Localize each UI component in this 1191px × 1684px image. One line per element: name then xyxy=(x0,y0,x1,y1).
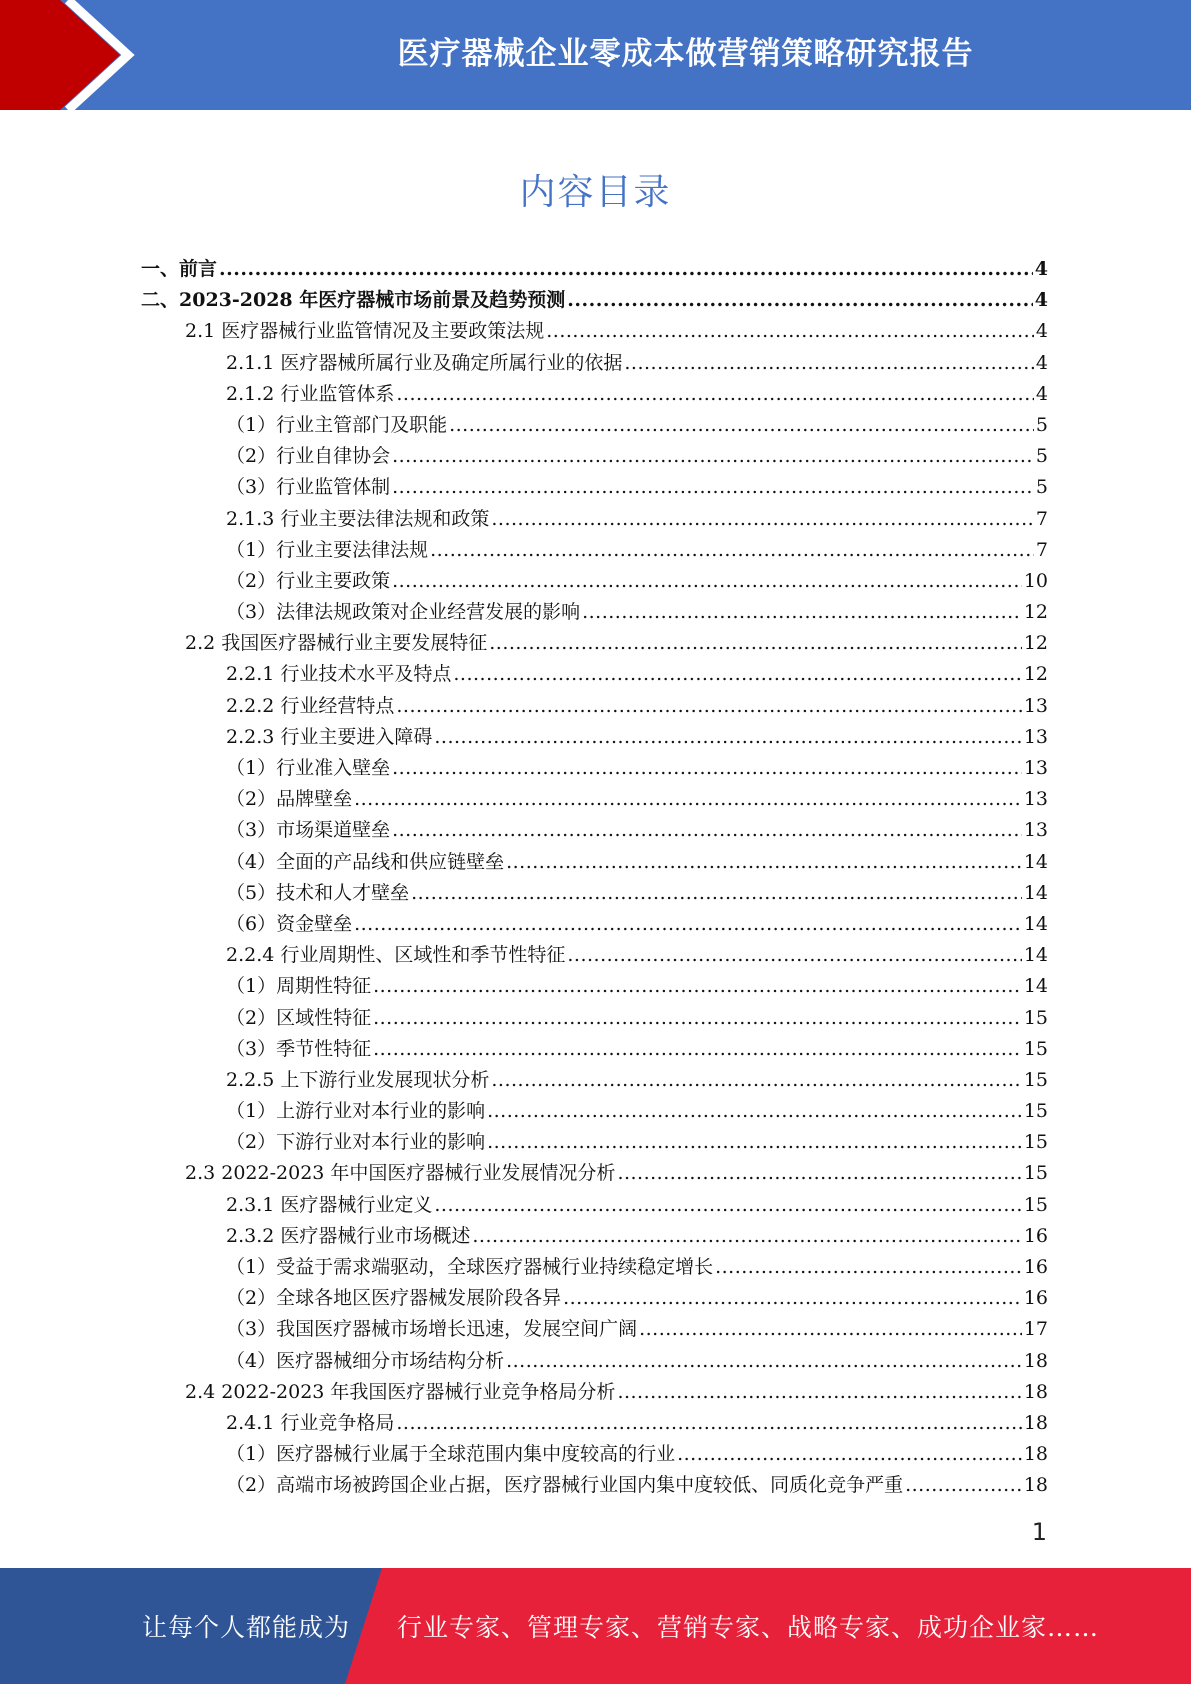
toc-entry-page: 13 xyxy=(1023,819,1048,842)
toc-dot-leader xyxy=(392,753,1022,784)
toc-entry[interactable] xyxy=(141,535,1048,566)
toc-entry[interactable] xyxy=(141,815,1048,846)
footer-slogan-right: 行业专家、管理专家、营销专家、战略专家、成功企业家…… xyxy=(397,1613,1100,1642)
toc-entry[interactable] xyxy=(141,1221,1048,1252)
toc-dot-leader xyxy=(453,659,1021,690)
toc-dot-leader xyxy=(434,1190,1021,1221)
toc-dot-leader xyxy=(491,1065,1021,1096)
toc-dot-leader xyxy=(472,1221,1021,1252)
toc-entry-page: 15 xyxy=(1023,1162,1048,1185)
toc-dot-leader xyxy=(373,1034,1022,1065)
toc-dot-leader xyxy=(487,1096,1022,1127)
toc-entry[interactable] xyxy=(141,628,1048,659)
toc-entry-page: 14 xyxy=(1023,912,1048,935)
toc-dot-leader xyxy=(396,1408,1021,1439)
toc-entry[interactable] xyxy=(141,1408,1048,1439)
toc-entry[interactable] xyxy=(141,1158,1048,1189)
toc-dot-leader xyxy=(567,940,1021,971)
toc-entry-page: 18 xyxy=(1023,1443,1048,1466)
toc-heading: 内容目录 xyxy=(519,172,672,213)
toc-entry-label: （1）行业主要法律法规 xyxy=(226,538,429,561)
toc-entry-label: 2.2.4 行业周期性、区域性和季节性特征 xyxy=(226,944,566,967)
toc-entry[interactable] xyxy=(141,1283,1048,1314)
page-header xyxy=(0,0,1191,110)
toc-entry-page: 14 xyxy=(1023,975,1048,998)
toc-entry[interactable] xyxy=(141,1127,1048,1158)
toc-entry-label: （2）下游行业对本行业的影响 xyxy=(226,1131,486,1154)
toc-entry-page: 4 xyxy=(1035,351,1048,374)
toc-entry-page: 18 xyxy=(1023,1474,1048,1497)
toc-entry-label: 2.3 2022-2023 年中国医疗器械行业发展情况分析 xyxy=(185,1162,616,1185)
toc-entry-page: 5 xyxy=(1035,445,1048,468)
toc-entry[interactable] xyxy=(141,753,1048,784)
toc-entry-label: （1）周期性特征 xyxy=(226,975,372,998)
toc-entry-label: （1）行业主管部门及职能 xyxy=(226,413,448,436)
toc-entry-label: 2.3.2 医疗器械行业市场概述 xyxy=(226,1224,471,1247)
toc-entry-page: 15 xyxy=(1023,1193,1048,1216)
toc-entry-label: 2.2.3 行业主要进入障碍 xyxy=(226,725,433,748)
toc-entry-page: 5 xyxy=(1035,476,1048,499)
toc-entry-page: 17 xyxy=(1023,1318,1048,1341)
toc-entry-page: 13 xyxy=(1023,788,1048,811)
toc-entry-page: 4 xyxy=(1035,320,1048,343)
toc-entry-label: 2.1.3 行业主要法律法规和政策 xyxy=(226,507,490,530)
toc-dot-leader xyxy=(546,316,1034,347)
toc-dot-leader xyxy=(506,847,1022,878)
toc-dot-leader xyxy=(563,1283,1022,1314)
page-number: 1 xyxy=(1031,1518,1047,1546)
toc-entry-page: 10 xyxy=(1023,569,1048,592)
chevron-red-shape xyxy=(0,0,120,110)
toc-entry-page: 15 xyxy=(1023,1006,1048,1029)
toc-entry-label: （2）品牌壁垒 xyxy=(226,788,353,811)
toc-dot-leader xyxy=(582,597,1022,628)
toc-entry-label: 2.3.1 医疗器械行业定义 xyxy=(226,1193,433,1216)
toc-entry[interactable] xyxy=(141,722,1048,753)
toc-dot-leader xyxy=(392,441,1034,472)
toc-dot-leader xyxy=(392,815,1022,846)
table-of-contents xyxy=(141,254,1048,1502)
toc-entry-label: （3）市场渠道壁垒 xyxy=(226,819,391,842)
toc-dot-leader xyxy=(219,254,1033,285)
toc-dot-leader xyxy=(567,285,1033,316)
toc-dot-leader xyxy=(506,1346,1022,1377)
toc-entry[interactable] xyxy=(141,597,1048,628)
toc-dot-leader xyxy=(677,1439,1022,1470)
toc-entry[interactable] xyxy=(141,1003,1048,1034)
toc-entry-label: （3）季节性特征 xyxy=(226,1037,372,1060)
chevron-arrow-icon xyxy=(0,0,160,110)
toc-entry[interactable] xyxy=(141,1034,1048,1065)
toc-entry-label: （5）技术和人才壁垒 xyxy=(226,881,410,904)
toc-entry[interactable] xyxy=(141,504,1048,535)
toc-entry-label: （3）行业监管体制 xyxy=(226,476,391,499)
toc-entry-page: 12 xyxy=(1023,663,1048,686)
toc-entry-label: （4）医疗器械细分市场结构分析 xyxy=(226,1349,505,1372)
toc-entry-page: 16 xyxy=(1023,1256,1048,1278)
toc-entry[interactable] xyxy=(141,1190,1048,1221)
toc-entry-page: 4 xyxy=(1034,258,1048,280)
toc-entry-page: 14 xyxy=(1023,944,1048,967)
toc-entry-label: （2）行业自律协会 xyxy=(226,445,391,468)
toc-dot-leader xyxy=(411,878,1022,909)
toc-entry-label: （2）区域性特征 xyxy=(226,1006,372,1029)
toc-entry-page: 12 xyxy=(1023,632,1048,655)
toc-dot-leader xyxy=(396,691,1021,722)
toc-entry-page: 18 xyxy=(1023,1411,1048,1434)
toc-entry-page: 15 xyxy=(1023,1131,1048,1154)
toc-entry-label: （3）我国医疗器械市场增长迅速，发展空间广阔 xyxy=(226,1318,638,1341)
toc-entry[interactable] xyxy=(141,285,1048,316)
toc-entry-label: （4）全面的产品线和供应链壁垒 xyxy=(226,850,505,873)
toc-entry-page: 15 xyxy=(1023,1037,1048,1060)
toc-entry-label: （1）医疗器械行业属于全球范围内集中度较高的行业 xyxy=(226,1443,676,1466)
toc-entry-label: （3）法律法规政策对企业经营发展的影响 xyxy=(226,601,581,624)
toc-entry-page: 16 xyxy=(1023,1224,1048,1247)
toc-entry[interactable] xyxy=(141,1377,1048,1408)
footer-slogan-left: 让每个人都能成为 xyxy=(142,1613,351,1642)
toc-dot-leader xyxy=(396,379,1034,410)
toc-entry-page: 13 xyxy=(1023,725,1048,748)
toc-entry-label: 一、前言 xyxy=(141,258,218,280)
toc-entry-label: 二、2023-2028 年医疗器械市场前景及趋势预测 xyxy=(141,289,566,312)
toc-entry-label: （2）高端市场被跨国企业占据，医疗器械行业国内集中度较低、同质化竞争严重 xyxy=(226,1474,904,1497)
toc-entry[interactable] xyxy=(141,254,1048,285)
toc-dot-leader xyxy=(624,348,1034,379)
toc-entry-page: 12 xyxy=(1023,601,1048,624)
toc-entry[interactable] xyxy=(141,1314,1048,1345)
toc-entry-label: 2.1.2 行业监管体系 xyxy=(226,382,395,405)
toc-entry-label: （2）行业主要政策 xyxy=(226,569,391,592)
toc-entry-page: 7 xyxy=(1035,507,1048,530)
toc-entry[interactable] xyxy=(141,1252,1048,1283)
toc-entry-label: （2）全球各地区医疗器械发展阶段各异 xyxy=(226,1287,562,1310)
toc-entry-label: （6）资金壁垒 xyxy=(226,912,353,935)
toc-entry-page: 14 xyxy=(1023,881,1048,904)
toc-entry-page: 7 xyxy=(1035,538,1048,561)
toc-entry[interactable] xyxy=(141,316,1048,347)
toc-dot-leader xyxy=(617,1158,1021,1189)
toc-entry-page: 15 xyxy=(1023,1100,1048,1123)
toc-entry[interactable] xyxy=(141,1065,1048,1096)
toc-entry-page: 14 xyxy=(1023,850,1048,873)
toc-entry[interactable] xyxy=(141,1096,1048,1127)
toc-entry[interactable] xyxy=(141,566,1048,597)
toc-dot-leader xyxy=(373,1003,1022,1034)
toc-entry-label: 2.4 2022-2023 年我国医疗器械行业竞争格局分析 xyxy=(185,1380,616,1403)
toc-entry-label: 2.2.2 行业经营特点 xyxy=(226,694,395,717)
toc-entry-label: 2.1 医疗器械行业监管情况及主要政策法规 xyxy=(185,320,545,343)
toc-entry-page: 15 xyxy=(1023,1068,1048,1091)
toc-dot-leader xyxy=(434,722,1021,753)
toc-entry[interactable] xyxy=(141,971,1048,1002)
toc-dot-leader xyxy=(373,971,1022,1002)
toc-entry[interactable] xyxy=(141,1439,1048,1470)
toc-dot-leader xyxy=(354,784,1022,815)
toc-dot-leader xyxy=(905,1470,1022,1501)
toc-entry-page: 5 xyxy=(1035,413,1048,436)
toc-dot-leader xyxy=(449,410,1034,441)
toc-dot-leader xyxy=(617,1377,1021,1408)
toc-entry[interactable] xyxy=(141,441,1048,472)
toc-entry-label: 2.1.1 医疗器械所属行业及确定所属行业的依据 xyxy=(226,351,623,374)
toc-dot-leader xyxy=(430,535,1034,566)
toc-entry-label: （1）受益于需求端驱动，全球医疗器械行业持续稳定增长 xyxy=(226,1256,714,1278)
toc-entry[interactable] xyxy=(141,940,1048,971)
toc-entry[interactable] xyxy=(141,1470,1048,1501)
toc-entry-label: 2.2.1 行业技术水平及特点 xyxy=(226,663,452,686)
toc-entry[interactable] xyxy=(141,472,1048,503)
toc-entry[interactable] xyxy=(141,784,1048,815)
toc-dot-leader xyxy=(491,504,1034,535)
toc-entry-page: 4 xyxy=(1034,289,1048,312)
toc-entry[interactable] xyxy=(141,659,1048,690)
toc-entry-label: （1）上游行业对本行业的影响 xyxy=(226,1100,486,1123)
toc-dot-leader xyxy=(487,1127,1022,1158)
toc-entry[interactable] xyxy=(141,909,1048,940)
toc-entry-label: 2.2.5 上下游行业发展现状分析 xyxy=(226,1068,490,1091)
toc-entry[interactable] xyxy=(141,1346,1048,1377)
toc-dot-leader xyxy=(715,1252,1022,1283)
toc-entry[interactable] xyxy=(141,691,1048,722)
toc-dot-leader xyxy=(392,472,1034,503)
toc-entry-page: 18 xyxy=(1023,1349,1048,1372)
toc-entry-label: 2.2 我国医疗器械行业主要发展特征 xyxy=(185,632,488,655)
toc-entry[interactable] xyxy=(141,348,1048,379)
toc-dot-leader xyxy=(489,628,1022,659)
toc-entry-label: 2.4.1 行业竞争格局 xyxy=(226,1411,395,1434)
toc-dot-leader xyxy=(354,909,1022,940)
toc-dot-leader xyxy=(639,1314,1022,1345)
toc-entry-page: 18 xyxy=(1023,1380,1048,1403)
toc-entry-label: （1）行业准入壁垒 xyxy=(226,757,391,779)
toc-entry-page: 13 xyxy=(1023,694,1048,717)
page-footer xyxy=(0,1568,1191,1684)
toc-entry-page: 4 xyxy=(1035,382,1048,405)
toc-entry[interactable] xyxy=(141,379,1048,410)
toc-entry[interactable] xyxy=(141,847,1048,878)
toc-entry[interactable] xyxy=(141,878,1048,909)
toc-dot-leader xyxy=(392,566,1022,597)
report-title: 医疗器械企业零成本做营销策略研究报告 xyxy=(397,35,974,72)
toc-entry-page: 16 xyxy=(1023,1287,1048,1310)
toc-entry-page: 13 xyxy=(1023,757,1048,779)
toc-entry[interactable] xyxy=(141,410,1048,441)
